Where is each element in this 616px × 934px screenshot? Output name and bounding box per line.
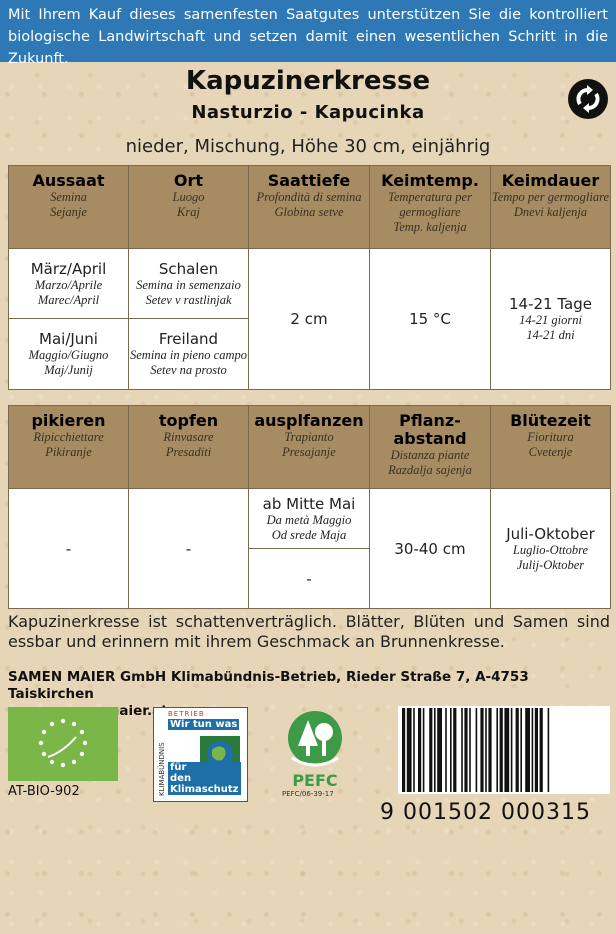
sowing-table (8, 165, 611, 390)
barcode-bar (525, 708, 530, 792)
eu-organic-leaf-icon (8, 707, 118, 781)
header-topfen: topfen Rinvasare Presaditi (129, 406, 249, 489)
header-auspflanzen: ausplfanzen Trapianto Presajanje (249, 406, 370, 489)
barcode-bar (445, 708, 447, 792)
klima-slogan-2: für den Klimaschutz (170, 762, 239, 795)
cell-aussaat-1: März/April Marzo/Aprile Marec/April (9, 249, 129, 319)
barcode-bar (511, 708, 513, 792)
product-title: Kapuzinerkresse (185, 66, 431, 96)
barcode-bar (485, 708, 487, 792)
barcode-bar (540, 708, 543, 792)
banner-line-1: Mit Ihrem Kauf dieses samenfesten Saatgutes unterstützen Sie die kontrolliert (8, 7, 608, 23)
planting-header-row (9, 406, 611, 489)
barcode-bar (532, 708, 534, 792)
header-pikieren: pikieren Ripicchiettare Pikiranje (9, 406, 129, 489)
barcode-bar (407, 708, 412, 792)
eu-organic-code: AT-BIO-902 (8, 784, 80, 799)
barcode-bar (464, 708, 467, 792)
barcode-bar (535, 708, 538, 792)
barcode-bar (548, 708, 550, 792)
header-keimtemp: Keimtemp. Temperatura per germogliare Temp. kaljenja (370, 166, 491, 249)
barcode-bar (453, 708, 456, 792)
barcode-bar (461, 708, 463, 792)
barcode-bar (429, 708, 432, 792)
barcode-bar (418, 708, 421, 792)
svg-text:KLIMABÜNDNIS: KLIMABÜNDNIS (158, 742, 166, 796)
barcode-bar (488, 708, 491, 792)
cell-ort-2: Freiland Semina in pieno campo Setev na prosto (129, 319, 249, 390)
header-pflanzabstand: Pflanz-abstand Distanza piante Razdalja sajenja (370, 406, 491, 489)
klima-top-text: BETRIEB (168, 710, 205, 718)
cell-keimdauer: 14-21 Tage 14-21 giorni 14-21 dni (491, 249, 611, 390)
product-subtitle: nieder, Mischung, Höhe 30 cm, einjährig (125, 136, 491, 157)
barcode-bar (496, 708, 498, 792)
sowing-row-1 (9, 249, 611, 319)
barcode-bar (434, 708, 436, 792)
cell-topfen: - (129, 489, 249, 609)
promo-banner (0, 0, 616, 67)
cell-ort-1: Schalen Semina in semenzaio Setev v rastlinjak (129, 249, 249, 319)
planting-row-1 (9, 489, 611, 549)
klima-slogan: Wir tun was (170, 719, 238, 730)
cell-pikieren: - (9, 489, 129, 609)
pefc-tree-icon (282, 708, 348, 798)
svg-text:PEFC: PEFC (292, 771, 338, 790)
barcode-bar (480, 708, 483, 792)
company-address: SAMEN MAIER GmbH Klimabündnis-Betrieb, Rieder Straße 7, A-4753 Taiskirchen (8, 669, 529, 702)
cell-saattiefe: 2 cm (249, 249, 370, 390)
klimabuendnis-logo (153, 707, 248, 802)
barcode-bar (437, 708, 442, 792)
barcode-bar (413, 708, 415, 792)
header-aussaat: Aussaat Semina Sejanje (9, 166, 129, 249)
pefc-code: PEFC/06-39-17 (282, 790, 334, 798)
cell-abstand: 30-40 cm (370, 489, 491, 609)
barcode-bar (402, 708, 405, 792)
barcode-bar (450, 708, 452, 792)
cell-keimtemp: 15 °C (370, 249, 491, 390)
header-bluetezeit: Blütezeit Fioritura Cvetenje (491, 406, 611, 489)
recycle-icon (566, 77, 610, 121)
product-translations: Nasturzio - Kapucinka (191, 102, 425, 123)
barcode-bar (504, 708, 509, 792)
cell-aussaat-2: Mai/Juni Maggio/Giugno Maj/Junij (9, 319, 129, 390)
product-description: Kapuzinerkresse ist schattenverträglich. Blätter, Blüten und Samen sind essbar und erinnern mit ihrem Geschmack an Brunnenkresse. (8, 612, 610, 651)
planting-table (8, 405, 611, 609)
cell-bluetezeit: Juli-Oktober Luglio-Ottobre Julij-Oktober (491, 489, 611, 609)
cell-auspflanzen-2: - (249, 549, 370, 609)
barcode-bar (469, 708, 471, 792)
barcode-bar (500, 708, 503, 792)
barcode-graphic (398, 706, 610, 794)
header-saattiefe: Saattiefe Profondità di semina Globina setve (249, 166, 370, 249)
klima-side-text (156, 714, 166, 798)
barcode-bar (516, 708, 519, 792)
barcode-bar (520, 708, 522, 792)
banner-line-2: biologische Landwirtschaft und setzen damit einen wesentlichen Schritt in die Zukunft. (8, 29, 608, 67)
barcode-bar (423, 708, 425, 792)
cell-auspflanzen-1: ab Mitte Mai Da metà Maggio Od srede Maja (249, 489, 370, 549)
header-keimdauer: Keimdauer Tempo per germogliare Dnevi kaljenja (491, 166, 611, 249)
barcode-bar (476, 708, 478, 792)
barcode-number: 9 001502 000315 (380, 800, 591, 825)
header-ort: Ort Luogo Kraj (129, 166, 249, 249)
sowing-header-row (9, 166, 611, 249)
